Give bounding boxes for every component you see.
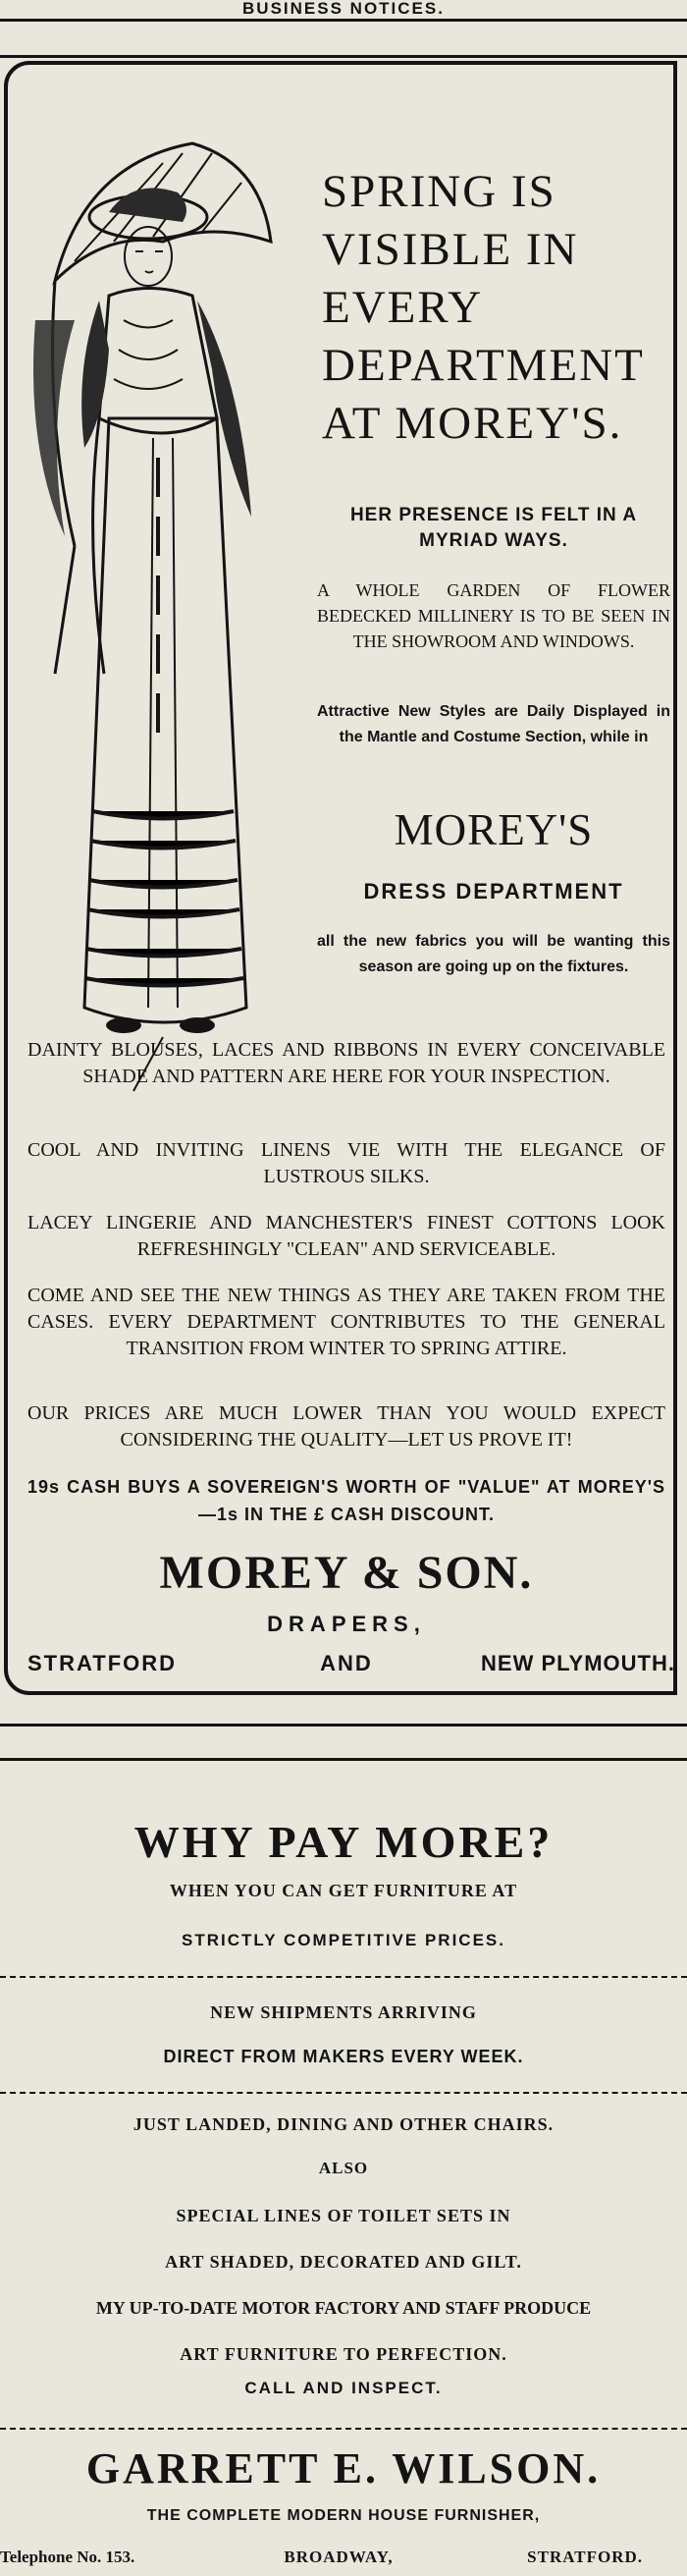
furniture-line: WHEN YOU CAN GET FURNITURE AT <box>169 1881 518 1900</box>
headline-line: VISIBLE IN <box>322 224 579 275</box>
fabrics-paragraph: all the new fabrics you will be wanting this season are going up on the fixtures. <box>317 933 670 975</box>
morey-advertisement <box>4 61 677 1695</box>
call-and-inspect-line: CALL AND INSPECT. <box>244 2379 443 2397</box>
section-header: BUSINESS NOTICES. <box>242 0 445 18</box>
header-rule <box>0 19 687 22</box>
toilet-sets-line: SPECIAL LINES OF TOILET SETS IN <box>176 2206 511 2225</box>
lady-with-parasol-illustration <box>16 124 310 1096</box>
wilson-top-rule <box>0 1758 687 1761</box>
street-address: BROADWAY, <box>284 2548 394 2566</box>
moreys-name: MOREY'S <box>394 805 594 854</box>
also-line: ALSO <box>318 2159 369 2177</box>
dress-department-heading: DRESS DEPARTMENT <box>363 879 624 904</box>
furnisher-tagline: THE COMPLETE MODERN HOUSE FURNISHER, <box>146 2507 541 2524</box>
blouses-paragraph: DAINTY BLOUSES, LACES AND RIBBONS IN EVERY CONCEIVABLE SHADE AND PATTERN ARE HERE FOR YOUR INSPECTION. <box>27 1039 665 1087</box>
location-and: AND <box>320 1651 373 1675</box>
prices-paragraph: OUR PRICES ARE MUCH LOWER THAN YOU WOULD EXPECT CONSIDERING THE QUALITY—LET US PROVE IT! <box>27 1402 665 1451</box>
art-shaded-line: ART SHADED, DECORATED AND GILT. <box>165 2252 522 2272</box>
headline-line: AT MOREY'S. <box>322 398 623 449</box>
headline-line: DEPARTMENT <box>322 340 645 391</box>
location-stratford: STRATFORD <box>27 1651 178 1675</box>
section-divider <box>0 2428 687 2430</box>
drapers-label: DRAPERS, <box>267 1612 426 1636</box>
come-and-see-paragraph: COME AND SEE THE NEW THINGS AS THEY ARE TAKEN FROM THE CASES. EVERY DEPARTMENT CONTRIBUTES TO THE GENERAL TRANSITION FROM WINTER TO SPRING ATTIRE. <box>27 1285 665 1359</box>
ad-top-rule <box>0 55 687 58</box>
section-divider <box>0 2092 687 2094</box>
presence-paragraph: HER PRESENCE IS FELT IN A MYRIAD WAYS. <box>349 505 638 551</box>
location-new-plymouth: NEW PLYMOUTH. <box>481 1651 675 1675</box>
morey-headline <box>322 163 685 453</box>
morey-and-son-name: MOREY & SON. <box>159 1547 534 1599</box>
motor-factory-line: MY UP-TO-DATE MOTOR FACTORY AND STAFF PRODUCE <box>95 2298 592 2318</box>
art-furniture-line: ART FURNITURE TO PERFECTION. <box>180 2344 507 2364</box>
why-pay-more-headline: WHY PAY MORE? <box>133 1817 554 1867</box>
millinery-paragraph: A WHOLE GARDEN OF FLOWER BEDECKED MILLINERY IS TO BE SEEN IN THE SHOWROOM AND WINDOWS. <box>317 580 670 651</box>
garrett-wilson-name: GARRETT E. WILSON. <box>85 2444 602 2493</box>
telephone-number: Telephone No. 153. <box>0 2548 135 2566</box>
competitive-prices-line: STRICTLY COMPETITIVE PRICES. <box>182 1931 505 1949</box>
town-name: STRATFORD. <box>527 2548 643 2566</box>
shipments-line: NEW SHIPMENTS ARRIVING <box>210 2002 477 2022</box>
direct-from-makers-line: DIRECT FROM MAKERS EVERY WEEK. <box>163 2047 524 2066</box>
cash-discount-paragraph: 19s CASH BUYS A SOVEREIGN'S WORTH OF "VALUE" AT MOREY'S—1s IN THE £ CASH DISCOUNT. <box>27 1477 665 1524</box>
ad-divider-rule <box>0 1724 687 1726</box>
linens-paragraph: COOL AND INVITING LINENS VIE WITH THE ELEGANCE OF LUSTROUS SILKS. <box>27 1139 665 1187</box>
chairs-line: JUST LANDED, DINING AND OTHER CHAIRS. <box>132 2114 555 2134</box>
section-divider <box>0 1976 687 1978</box>
headline-line: SPRING IS <box>322 166 556 217</box>
lingerie-paragraph: LACEY LINGERIE AND MANCHESTER'S FINEST COTTONS LOOK REFRESHINGLY "CLEAN" AND SERVICEABLE. <box>27 1212 665 1260</box>
new-styles-paragraph: Attractive New Styles are Daily Displayed in the Mantle and Costume Section, while in <box>317 703 670 745</box>
headline-line: EVERY <box>322 282 484 333</box>
